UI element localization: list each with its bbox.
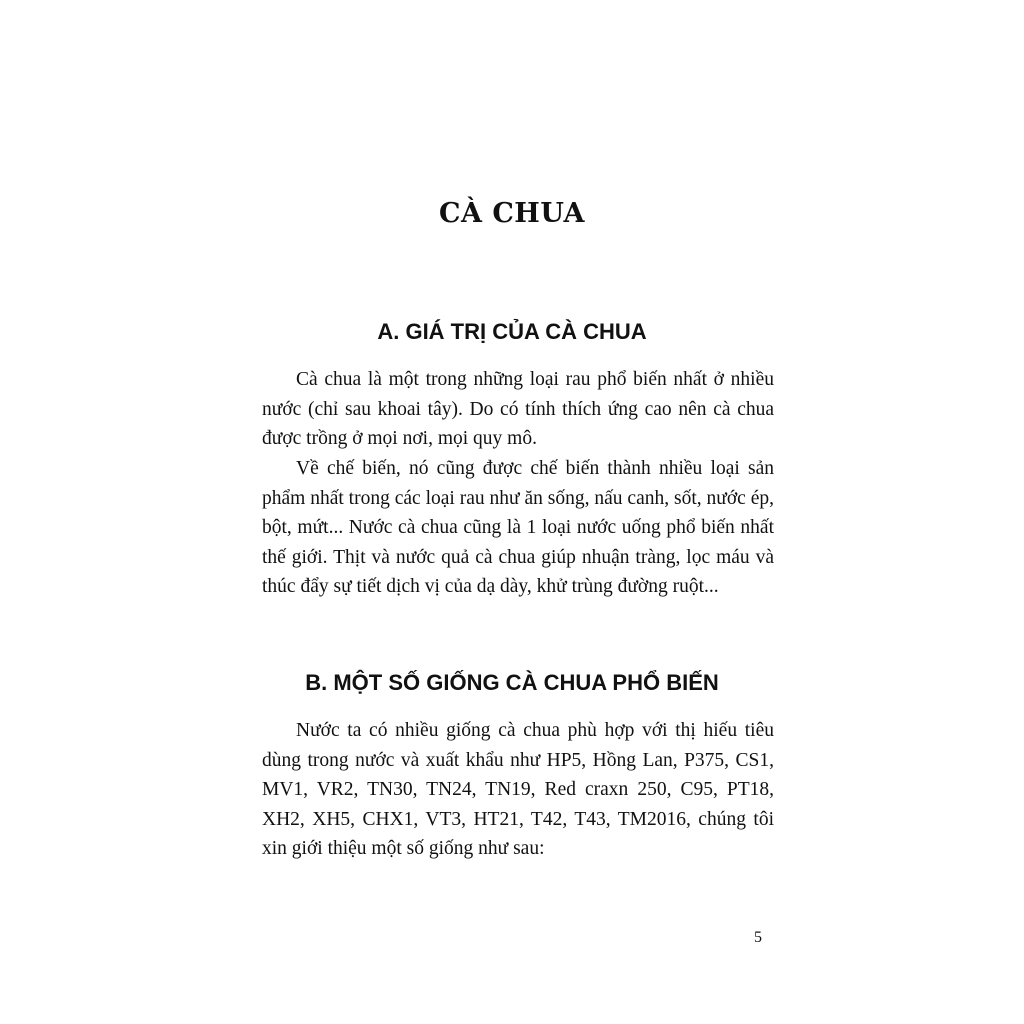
paragraph-tomato-value-1: Cà chua là một trong những loại rau phổ biến nhất ở nhiều nước (chỉ sau khoai tây). Do có tính thích ứng cao nên cà chua được trồng ở mọi nơi, mọi quy mô. [262, 369, 774, 450]
paragraph-tomato-varieties: Nước ta có nhiều giống cà chua phù hợp với thị hiếu tiêu dùng trong nước và xuất khẩu như HP5, Hồng Lan, P375, CS1, MV1, VR2, TN30, TN24, TN19, Red craxn 250, C95, PT18, XH2, XH5, CHX1, VT3, HT21, T42, T43, TM2016, chúng tôi xin giới thiệu một số giống như sau: [262, 720, 774, 860]
page-number: 5 [754, 929, 762, 946]
paragraph-tomato-value-2: Về chế biến, nó cũng được chế biến thành nhiều loại sản phẩm nhất trong các loại rau như ăn sống, nấu canh, sốt, nước ép, bột, mứt... Nước cà chua cũng là 1 loại nước uống phổ biến nhất thế giới. Thịt và nước quả cà chua giúp nhuận tràng, lọc máu và thúc đẩy sự tiết dịch vị của dạ dày, khử trùng đường ruột... [262, 458, 774, 598]
section-heading-b: B. MỘT SỐ GIỐNG CÀ CHUA PHỔ BIẾN [305, 670, 719, 695]
section-heading-a: A. GIÁ TRỊ CỦA CÀ CHUA [377, 319, 647, 344]
chapter-title: CÀ CHUA [438, 198, 585, 229]
